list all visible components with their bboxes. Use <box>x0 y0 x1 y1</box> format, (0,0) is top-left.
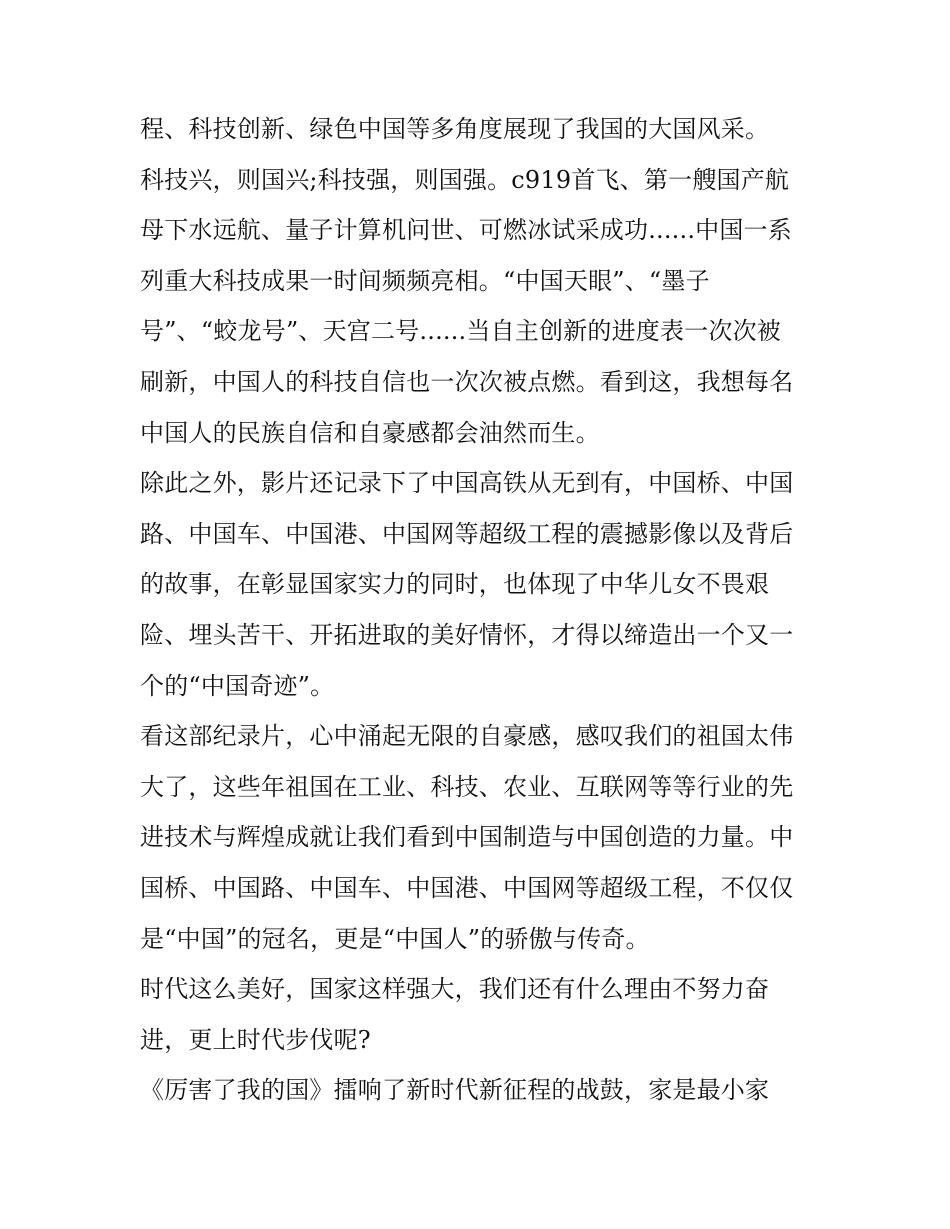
text-line: 路、中国车、中国港、中国网等超级工程的震撼影像以及背后 <box>140 519 794 548</box>
text-line: 号”、“蛟龙号”、天宫二号......当自主创新的进度表一次次被 <box>140 317 781 346</box>
text-line: 列重大科技成果一时间频频亮相。“中国天眼”、“墨子 <box>140 266 710 295</box>
text-line: 科技兴，则国兴;科技强，则国强。c919首飞、第一艘国产航 <box>140 165 790 194</box>
text-line: 进技术与辉煌成就让我们看到中国制造与中国创造的力量。中 <box>140 823 794 852</box>
text-line: 大了，这些年祖国在工业、科技、农业、互联网等等行业的先 <box>140 772 794 801</box>
text-line: 国桥、中国路、中国车、中国港、中国网等超级工程，不仅仅 <box>140 873 794 902</box>
text-line: 《厉害了我的国》擂响了新时代新征程的战鼓，家是最小家 <box>140 1076 770 1105</box>
text-line: 险、埋头苦干、开拓进取的美好情怀，才得以缔造出一个又一 <box>140 620 794 649</box>
text-line: 看这部纪录片，心中涌起无限的自豪感，感叹我们的祖国太伟 <box>140 722 794 751</box>
text-line: 的故事，在彰显国家实力的同时，也体现了中华儿女不畏艰 <box>140 570 770 599</box>
text-line: 刷新，中国人的科技自信也一次次被点燃。看到这，我想每名 <box>140 367 794 396</box>
text-line: 程、科技创新、绿色中国等多角度展现了我国的大国风采。 <box>140 115 770 143</box>
text-line: 中国人的民族自信和自豪感都会油然而生。 <box>140 418 600 447</box>
document-body <box>140 104 820 1116</box>
text-line: 个的“中国奇迹”。 <box>140 671 335 700</box>
text-line: 时代这么美好，国家这样强大，我们还有什么理由不努力奋 <box>140 975 770 1004</box>
text-line: 进，更上时代步伐呢? <box>140 1025 371 1054</box>
text-line: 是“中国”的冠名，更是“中国人”的骄傲与传奇。 <box>140 924 650 953</box>
text-line: 除此之外，影片还记录下了中国高铁从无到有，中国桥、中国 <box>140 469 794 498</box>
text-line: 母下水远航、量子计算机问世、可燃冰试采成功......中国一系 <box>140 216 792 245</box>
